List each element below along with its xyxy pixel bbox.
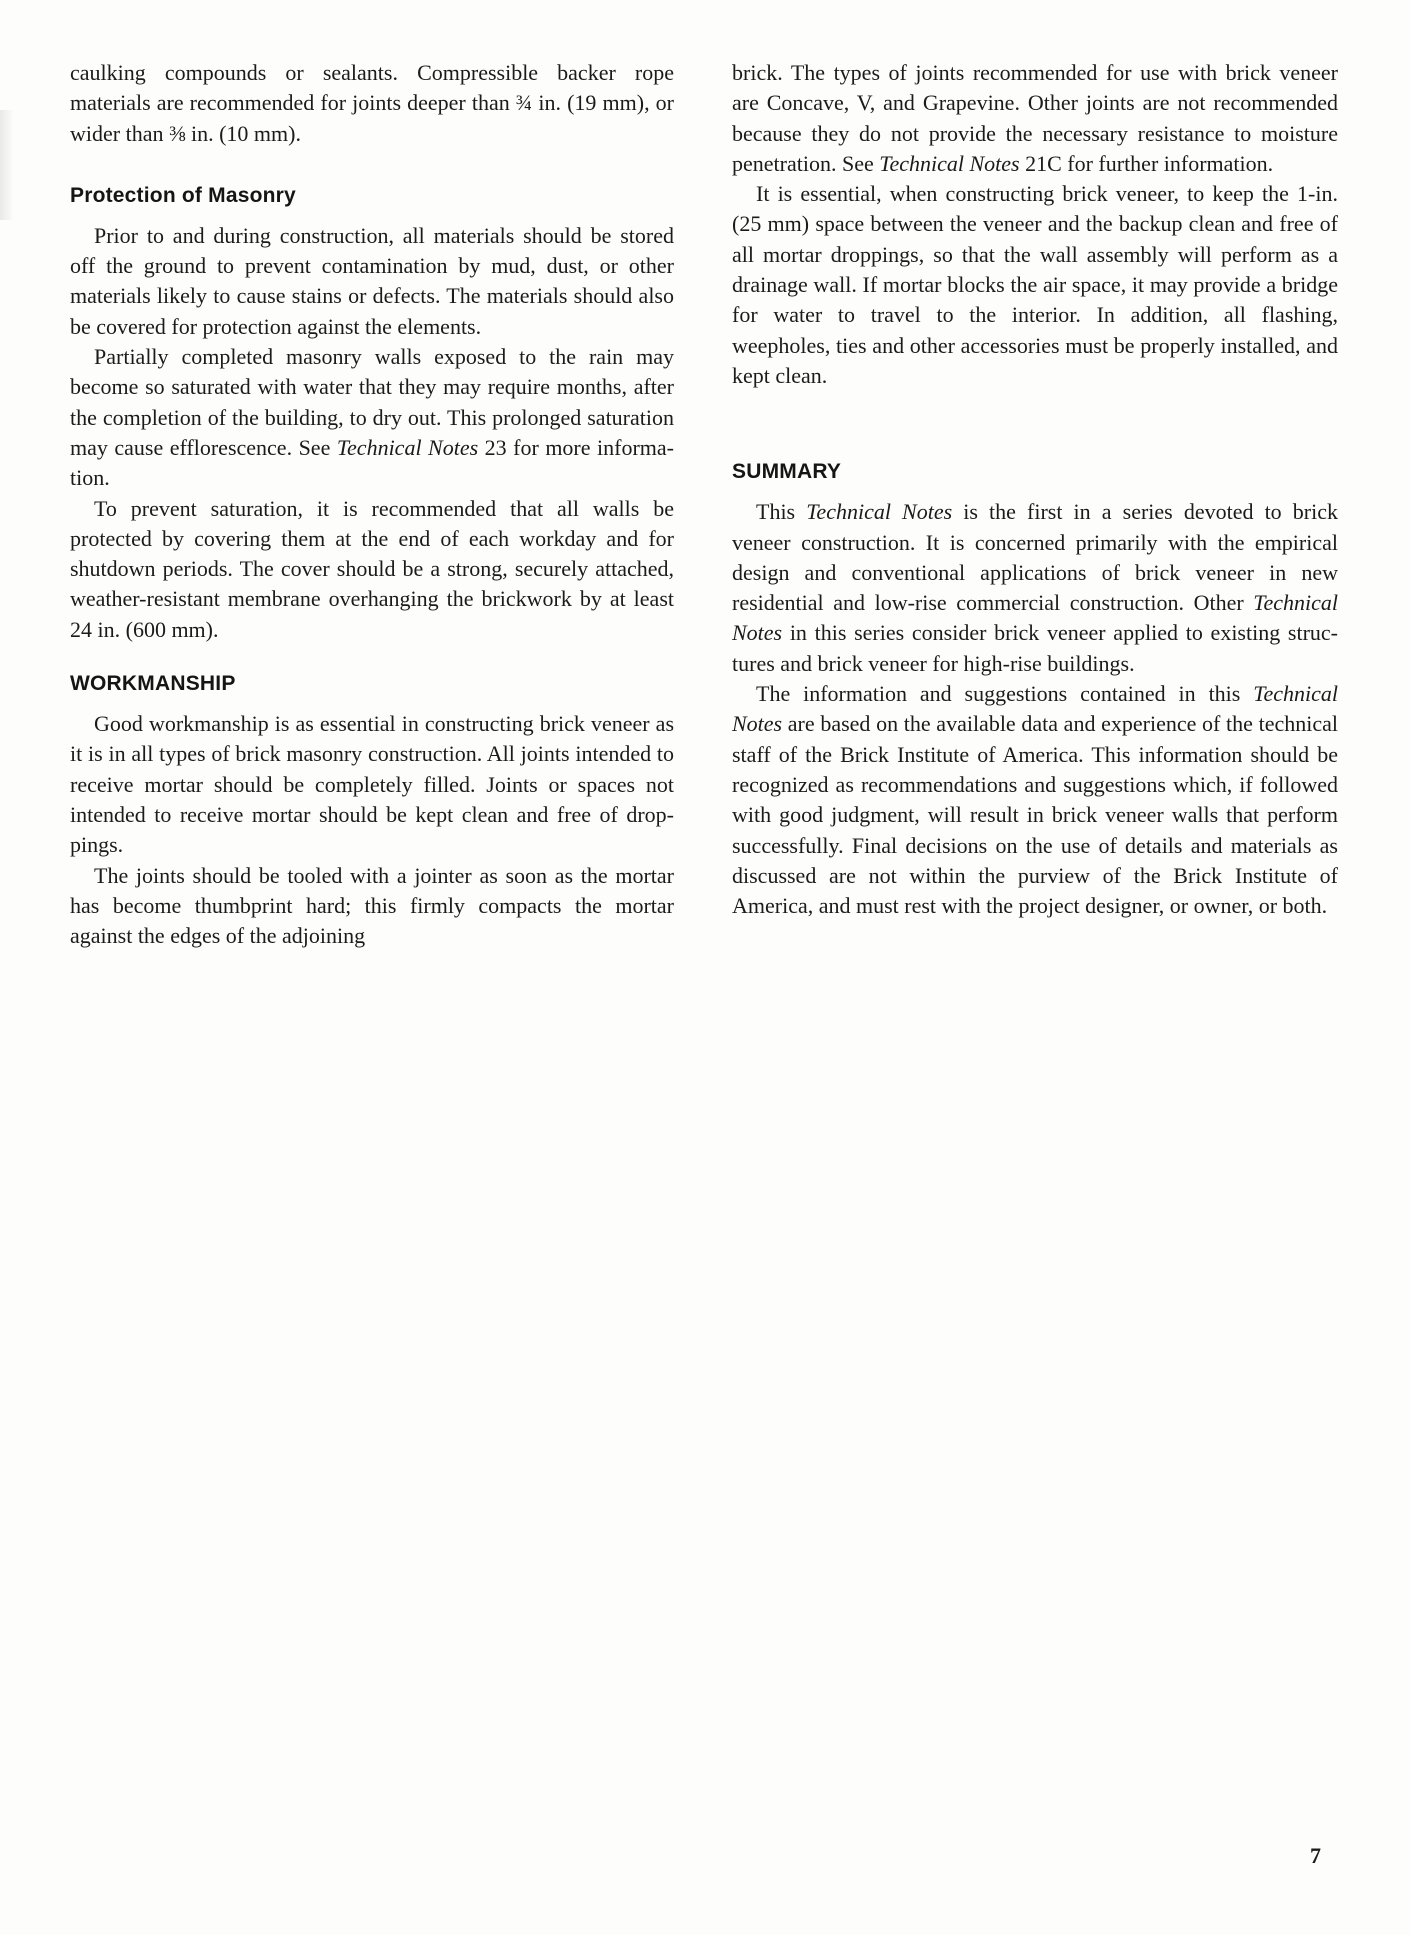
technical-notes-reference: Technical Notes bbox=[806, 499, 953, 525]
workmanship-paragraph-2: The joints should be tooled with a jointer as soon as the mortar has become thumbprint hard; this firmly compacts the mortar against the edges of the adjoining bbox=[70, 862, 674, 949]
essential-paragraph: It is essential, when constructing brick veneer, to keep the 1-in. (25 mm) space between the veneer and the backup clean and free of all mortar droppings, so that the wall assembly will perform as a drainage wall. If mortar blocks the air space, it may provide a bridge for water to travel to the interior. In addition, all flashing, weepholes, ties and other accessories must be properly installed, and kept clean. bbox=[732, 181, 1338, 388]
scan-edge-shadow bbox=[0, 110, 14, 220]
page-number: 7 bbox=[1310, 1843, 1321, 1868]
summary-paragraph-2-text-a: The information and suggestions contained in this bbox=[756, 681, 1254, 707]
summary-paragraph-1-text-c: in this series consider brick veneer applied to existing structures and brick veneer for high-rise buildings. bbox=[732, 620, 1338, 676]
protection-of-masonry-heading: Protection of Masonry bbox=[70, 183, 296, 207]
protection-paragraph-3: To prevent saturation, it is recommended that all walls be protected by covering them at the end of each workday and for shutdown periods. The cover should be a strong, securely attached, weather-resistant membrane overhanging the brickwork by at least 24 in. (600 mm). bbox=[70, 495, 674, 642]
technical-notes-reference: Technical Notes bbox=[879, 150, 1020, 176]
summary-paragraph-1-text-b: is the first in a series devoted to brick veneer construction. It is concerned primarily with the empirical design and conventional applications of brick veneer in new residential and low-rise commercial construction. Other bbox=[732, 499, 1338, 616]
intro-paragraph: caulking compounds or sealants. Compressible backer rope materials are recommended for joints deeper than ¾ in. (19 mm), or wider than ⅜ in. (10 mm). bbox=[70, 60, 674, 146]
summary-heading: SUMMARY bbox=[732, 460, 842, 484]
summary-paragraph-2 bbox=[732, 679, 1338, 921]
technical-notes-reference: Technical Notes bbox=[732, 681, 1338, 737]
continued-paragraph-text-b: 21C for further information. bbox=[1019, 150, 1274, 176]
workmanship-paragraph-1: Good workmanship is as essential in constructing brick veneer as it is in all types of brick masonry construction. All joints intended to receive mortar should be completely filled. Joints or spaces not intended to receive mortar should be kept clean and free of droppings. bbox=[70, 711, 674, 858]
summary-paragraph-1 bbox=[732, 497, 1338, 679]
protection-paragraph-2 bbox=[70, 342, 674, 493]
summary-paragraph-2-text-b: are based on the available data and experience of the technical staff of the Brick Institute of America. This information should be recognized as recommendations and suggestions which, if followed with good judgment, will result in brick veneer walls that perform successfully. Final decisions on the use of details and materials as discussed are not within the purview of the Brick Institute of America, and must rest with the project designer, or owner, or both. bbox=[732, 711, 1338, 919]
protection-paragraph-2-text-b: 23 for more information. bbox=[70, 434, 674, 491]
workmanship-heading: WORKMANSHIP bbox=[70, 672, 236, 696]
protection-paragraph-1: Prior to and during construction, all materials should be stored off the ground to prevent contamination by mud, dust, or other materials likely to cause stains or defects. The materials should also be covered for protection against the elements. bbox=[70, 222, 674, 339]
technical-notes-reference: Technical Notes bbox=[732, 590, 1338, 646]
protection-paragraph-2-text-a: Partially completed masonry walls exposed to the rain may become so saturated with water that they may require months, after the completion of the building, to dry out. This prolonged saturation may cause efflorescence. See bbox=[70, 344, 674, 460]
continued-paragraph bbox=[732, 58, 1338, 179]
right-column bbox=[732, 58, 1338, 921]
summary-paragraph-1-text-a: This bbox=[756, 499, 807, 525]
technical-notes-reference: Technical Notes bbox=[336, 434, 479, 460]
continued-paragraph-text-a: brick. The types of joints recommended for use with brick veneer are Concave, V, and Grapevine. Other joints are not recommended because they do not provide the necessary resistance to moisture penetration. See bbox=[732, 60, 1338, 176]
left-column bbox=[70, 58, 674, 951]
